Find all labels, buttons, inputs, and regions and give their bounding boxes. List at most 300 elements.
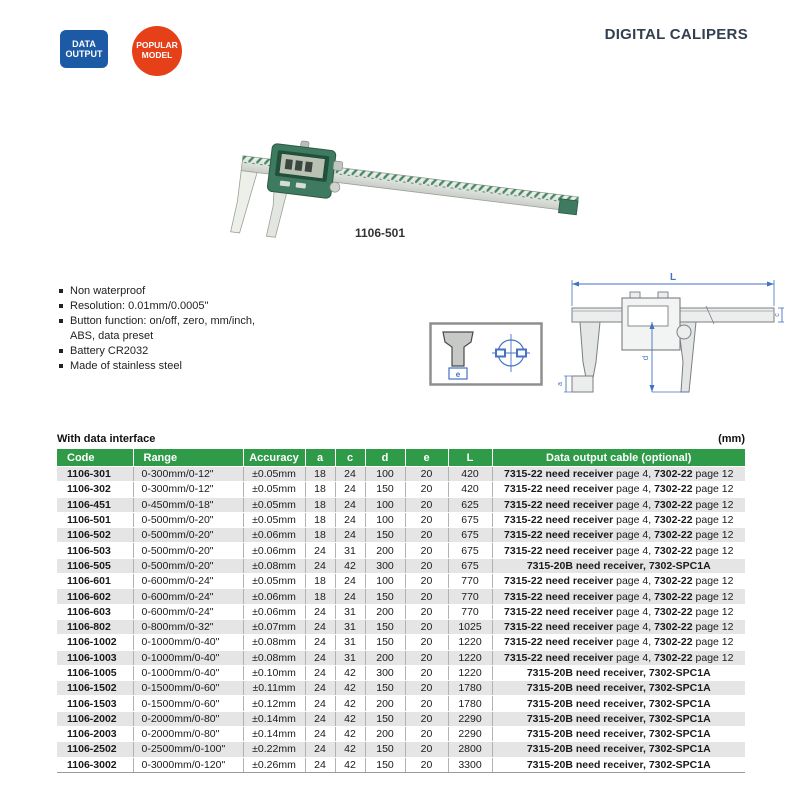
cell-L: 1780 bbox=[448, 696, 492, 711]
feature-item bbox=[59, 314, 269, 344]
cell-a: 18 bbox=[305, 482, 335, 497]
measuring-face-right bbox=[517, 350, 526, 357]
cell-e: 20 bbox=[405, 727, 448, 742]
cable-text-segment: page 12 bbox=[692, 636, 734, 649]
cable-text-segment: page 12 bbox=[692, 651, 734, 664]
cell-accuracy: ±0.05mm bbox=[243, 574, 305, 589]
cell-c: 24 bbox=[335, 467, 365, 482]
cell-range: 0-3000mm/0-120" bbox=[133, 757, 243, 772]
cell-L: 2800 bbox=[448, 742, 492, 757]
cell-accuracy: ±0.06mm bbox=[243, 543, 305, 558]
column-header-e: e bbox=[405, 449, 448, 467]
cell-range: 0-2000mm/0-80" bbox=[133, 727, 243, 742]
cross-section-svg bbox=[429, 322, 543, 386]
cell-e: 20 bbox=[405, 574, 448, 589]
cell-d: 150 bbox=[365, 528, 405, 543]
dim-arrow bbox=[767, 282, 774, 287]
feature-item bbox=[59, 359, 269, 374]
table-row bbox=[57, 482, 745, 497]
cell-e: 20 bbox=[405, 512, 448, 527]
cell-range: 0-2000mm/0-80" bbox=[133, 711, 243, 726]
cell-range: 0-600mm/0-24" bbox=[133, 604, 243, 619]
cell-a: 24 bbox=[305, 727, 335, 742]
cable-text-segment: 7315-22 need receiver bbox=[504, 575, 614, 588]
cell-d: 150 bbox=[365, 619, 405, 634]
cell-a: 24 bbox=[305, 650, 335, 665]
cable-text-segment: 7315-22 need receiver bbox=[504, 605, 614, 618]
table-row bbox=[57, 467, 745, 482]
feature-text: Resolution: 0.01mm/0.0005" bbox=[70, 300, 209, 312]
cell-code: 1106-1005 bbox=[57, 665, 133, 680]
cell-range: 0-600mm/0-24" bbox=[133, 574, 243, 589]
technical-drawing bbox=[556, 270, 786, 398]
cell-a: 24 bbox=[305, 696, 335, 711]
cell-code: 1106-802 bbox=[57, 619, 133, 634]
caliper-lock-screw bbox=[333, 161, 343, 171]
cell-accuracy: ±0.07mm bbox=[243, 619, 305, 634]
cell-data-output-cable bbox=[492, 482, 745, 497]
bullet-square-icon bbox=[59, 319, 63, 323]
dim-arrow bbox=[650, 385, 655, 392]
table-row bbox=[57, 619, 745, 634]
cable-text-segment: page 12 bbox=[692, 544, 734, 557]
cell-range: 0-500mm/0-20" bbox=[133, 543, 243, 558]
cell-L: 420 bbox=[448, 482, 492, 497]
cell-code: 1106-2502 bbox=[57, 742, 133, 757]
cell-range: 0-600mm/0-24" bbox=[133, 589, 243, 604]
page-title: DIGITAL CALIPERS bbox=[604, 26, 748, 43]
cell-c: 31 bbox=[335, 604, 365, 619]
cell-e: 20 bbox=[405, 650, 448, 665]
cell-accuracy: ±0.08mm bbox=[243, 650, 305, 665]
product-model-label: 1106-501 bbox=[354, 226, 406, 240]
unit-note: (mm) bbox=[718, 433, 745, 445]
cell-d: 150 bbox=[365, 482, 405, 497]
cell-d: 150 bbox=[365, 681, 405, 696]
bullet-square-icon bbox=[59, 364, 63, 368]
cell-data-output-cable bbox=[492, 528, 745, 543]
cable-text-segment: page 4, bbox=[613, 483, 655, 496]
cell-data-output-cable bbox=[492, 665, 745, 680]
cell-d: 300 bbox=[365, 558, 405, 573]
data-output-badge-label: DATA OUTPUT bbox=[65, 38, 103, 59]
table-row bbox=[57, 650, 745, 665]
cell-data-output-cable bbox=[492, 574, 745, 589]
cell-code: 1106-502 bbox=[57, 528, 133, 543]
cell-code: 1106-2002 bbox=[57, 711, 133, 726]
cable-text-segment: 7315-20B need receiver, 7302-SPC1A bbox=[526, 758, 711, 771]
cell-d: 200 bbox=[365, 543, 405, 558]
cell-data-output-cable bbox=[492, 711, 745, 726]
cable-text-segment: page 4, bbox=[613, 544, 655, 557]
cell-code: 1106-2003 bbox=[57, 727, 133, 742]
cell-e: 20 bbox=[405, 665, 448, 680]
table-row bbox=[57, 711, 745, 726]
cell-e: 20 bbox=[405, 619, 448, 634]
cell-c: 24 bbox=[335, 574, 365, 589]
cell-e: 20 bbox=[405, 558, 448, 573]
table-row bbox=[57, 589, 745, 604]
cell-L: 770 bbox=[448, 604, 492, 619]
cable-text-segment: page 12 bbox=[692, 514, 734, 527]
cable-text-segment: 7315-22 need receiver bbox=[504, 651, 614, 664]
cell-accuracy: ±0.11mm bbox=[243, 681, 305, 696]
cell-d: 200 bbox=[365, 604, 405, 619]
dim-label-a: a bbox=[557, 382, 564, 386]
cable-text-segment: 7302-22 bbox=[654, 590, 693, 603]
cable-text-segment: page 4, bbox=[613, 498, 655, 511]
drawing-lcd bbox=[628, 306, 668, 326]
cell-range: 0-300mm/0-12" bbox=[133, 467, 243, 482]
cable-text-segment: page 12 bbox=[692, 498, 734, 511]
cell-a: 24 bbox=[305, 757, 335, 772]
cell-code: 1106-451 bbox=[57, 497, 133, 512]
table-row bbox=[57, 528, 745, 543]
cell-e: 20 bbox=[405, 467, 448, 482]
popular-model-badge bbox=[132, 26, 182, 76]
feature-item bbox=[59, 344, 269, 359]
cell-d: 100 bbox=[365, 574, 405, 589]
cell-code: 1106-1503 bbox=[57, 696, 133, 711]
cell-d: 100 bbox=[365, 512, 405, 527]
cable-text-segment: 7315-22 need receiver bbox=[504, 514, 614, 527]
cell-accuracy: ±0.12mm bbox=[243, 696, 305, 711]
cable-text-segment: 7302-22 bbox=[654, 575, 693, 588]
feature-text: Non waterproof bbox=[70, 285, 146, 297]
cell-d: 300 bbox=[365, 665, 405, 680]
cell-L: 770 bbox=[448, 589, 492, 604]
cable-text-segment: 7302-22 bbox=[654, 514, 693, 527]
spec-table-header-row bbox=[57, 449, 745, 467]
cable-text-segment: 7315-22 need receiver bbox=[504, 498, 614, 511]
column-header-range: Range bbox=[133, 449, 243, 467]
cell-range: 0-1500mm/0-60" bbox=[133, 681, 243, 696]
cable-text-segment: 7315-22 need receiver bbox=[504, 483, 614, 496]
cell-data-output-cable bbox=[492, 543, 745, 558]
cell-range: 0-450mm/0-18" bbox=[133, 497, 243, 512]
dim-label-e: e bbox=[455, 370, 461, 379]
cell-range: 0-1000mm/0-40" bbox=[133, 665, 243, 680]
cell-accuracy: ±0.08mm bbox=[243, 635, 305, 650]
drawing-fixed-jaw bbox=[580, 322, 600, 378]
cell-data-output-cable bbox=[492, 619, 745, 634]
dim-label-c: c bbox=[774, 313, 781, 317]
cell-L: 1220 bbox=[448, 650, 492, 665]
cell-L: 3300 bbox=[448, 757, 492, 772]
feature-text: Battery CR2032 bbox=[70, 345, 149, 357]
cable-text-segment: 7315-22 need receiver bbox=[504, 621, 614, 634]
cell-accuracy: ±0.08mm bbox=[243, 558, 305, 573]
cell-e: 20 bbox=[405, 711, 448, 726]
cell-c: 31 bbox=[335, 619, 365, 634]
cell-c: 31 bbox=[335, 543, 365, 558]
cell-L: 675 bbox=[448, 512, 492, 527]
lcd-digit bbox=[285, 159, 293, 170]
cell-a: 24 bbox=[305, 558, 335, 573]
cable-text-segment: page 12 bbox=[692, 575, 734, 588]
cable-text-segment: 7315-22 need receiver bbox=[504, 468, 614, 481]
cell-a: 24 bbox=[305, 635, 335, 650]
table-row bbox=[57, 742, 745, 757]
cell-range: 0-500mm/0-20" bbox=[133, 512, 243, 527]
cell-e: 20 bbox=[405, 757, 448, 772]
cell-a: 18 bbox=[305, 528, 335, 543]
cell-L: 1220 bbox=[448, 665, 492, 680]
cell-L: 625 bbox=[448, 497, 492, 512]
cell-e: 20 bbox=[405, 604, 448, 619]
cell-a: 18 bbox=[305, 574, 335, 589]
feature-item bbox=[59, 284, 269, 299]
cell-range: 0-500mm/0-20" bbox=[133, 528, 243, 543]
cell-d: 100 bbox=[365, 497, 405, 512]
cell-code: 1106-302 bbox=[57, 482, 133, 497]
cell-a: 24 bbox=[305, 711, 335, 726]
table-row bbox=[57, 574, 745, 589]
column-header-c: c bbox=[335, 449, 365, 467]
cell-range: 0-500mm/0-20" bbox=[133, 558, 243, 573]
cell-data-output-cable bbox=[492, 604, 745, 619]
cable-text-segment: 7302-22 bbox=[654, 498, 693, 511]
cable-text-segment: 7315-20B need receiver, 7302-SPC1A bbox=[526, 697, 711, 710]
cell-accuracy: ±0.05mm bbox=[243, 482, 305, 497]
cell-range: 0-1000mm/0-40" bbox=[133, 635, 243, 650]
cell-accuracy: ±0.14mm bbox=[243, 711, 305, 726]
column-header-a: a bbox=[305, 449, 335, 467]
lcd-digit bbox=[295, 160, 303, 171]
cell-L: 420 bbox=[448, 467, 492, 482]
cable-text-segment: 7315-20B need receiver, 7302-SPC1A bbox=[526, 728, 711, 741]
cable-text-segment: 7315-20B need receiver, 7302-SPC1A bbox=[526, 743, 711, 756]
measuring-face-left bbox=[496, 350, 505, 357]
column-header-l: L bbox=[448, 449, 492, 467]
cable-text-segment: 7315-22 need receiver bbox=[504, 590, 614, 603]
cable-text-segment: page 12 bbox=[692, 483, 734, 496]
cell-range: 0-800mm/0-32" bbox=[133, 619, 243, 634]
cell-code: 1106-503 bbox=[57, 543, 133, 558]
cell-code: 1106-301 bbox=[57, 467, 133, 482]
cell-a: 24 bbox=[305, 619, 335, 634]
cable-text-segment: 7302-22 bbox=[654, 468, 693, 481]
table-row bbox=[57, 635, 745, 650]
cable-text-segment: 7315-20B need receiver, 7302-SPC1A bbox=[526, 667, 711, 679]
cell-a: 18 bbox=[305, 497, 335, 512]
cell-L: 675 bbox=[448, 528, 492, 543]
feature-list bbox=[59, 284, 269, 374]
cell-c: 31 bbox=[335, 635, 365, 650]
cell-data-output-cable bbox=[492, 497, 745, 512]
cell-code: 1106-603 bbox=[57, 604, 133, 619]
cable-text-segment: page 12 bbox=[692, 590, 734, 603]
feature-item bbox=[59, 299, 269, 314]
table-row bbox=[57, 512, 745, 527]
table-row bbox=[57, 543, 745, 558]
bullet-square-icon bbox=[59, 304, 63, 308]
cable-text-segment: page 12 bbox=[692, 621, 734, 634]
cell-c: 24 bbox=[335, 589, 365, 604]
cell-c: 42 bbox=[335, 558, 365, 573]
cell-accuracy: ±0.10mm bbox=[243, 665, 305, 680]
technical-drawing-svg bbox=[556, 270, 786, 398]
cell-c: 24 bbox=[335, 528, 365, 543]
cell-accuracy: ±0.05mm bbox=[243, 497, 305, 512]
cable-text-segment: 7302-22 bbox=[654, 621, 693, 634]
cell-e: 20 bbox=[405, 482, 448, 497]
cell-data-output-cable bbox=[492, 589, 745, 604]
cell-accuracy: ±0.14mm bbox=[243, 727, 305, 742]
cell-code: 1106-505 bbox=[57, 558, 133, 573]
cell-d: 150 bbox=[365, 711, 405, 726]
table-row bbox=[57, 681, 745, 696]
cell-L: 1780 bbox=[448, 681, 492, 696]
column-header-data-output-cable-optional: Data output cable (optional) bbox=[492, 449, 745, 467]
cell-L: 1220 bbox=[448, 635, 492, 650]
cell-data-output-cable bbox=[492, 650, 745, 665]
spec-table bbox=[57, 449, 745, 773]
cable-text-segment: 7315-22 need receiver bbox=[504, 636, 614, 649]
cell-a: 24 bbox=[305, 742, 335, 757]
cell-code: 1106-1003 bbox=[57, 650, 133, 665]
cell-data-output-cable bbox=[492, 742, 745, 757]
column-header-code: Code bbox=[57, 449, 133, 467]
cell-L: 675 bbox=[448, 558, 492, 573]
cable-text-segment: page 4, bbox=[613, 468, 655, 481]
bullet-square-icon bbox=[59, 289, 63, 293]
cell-a: 24 bbox=[305, 681, 335, 696]
cable-text-segment: 7315-20B need receiver, 7302-SPC1A bbox=[526, 559, 711, 572]
cell-c: 42 bbox=[335, 711, 365, 726]
cell-c: 24 bbox=[335, 482, 365, 497]
cell-d: 200 bbox=[365, 696, 405, 711]
cable-text-segment: page 12 bbox=[692, 605, 734, 618]
cable-text-segment: page 12 bbox=[692, 468, 734, 481]
cable-text-segment: 7302-22 bbox=[654, 529, 693, 542]
table-row bbox=[57, 558, 745, 573]
cell-e: 20 bbox=[405, 589, 448, 604]
cell-c: 42 bbox=[335, 757, 365, 772]
cell-e: 20 bbox=[405, 681, 448, 696]
cable-text-segment: page 4, bbox=[613, 590, 655, 603]
cross-section-diagram bbox=[429, 322, 543, 386]
cell-d: 150 bbox=[365, 757, 405, 772]
cell-code: 1106-601 bbox=[57, 574, 133, 589]
cell-accuracy: ±0.06mm bbox=[243, 604, 305, 619]
table-row bbox=[57, 497, 745, 512]
drawing-jaw-foot bbox=[572, 376, 593, 392]
cell-e: 20 bbox=[405, 497, 448, 512]
cell-e: 20 bbox=[405, 635, 448, 650]
cell-c: 31 bbox=[335, 650, 365, 665]
table-row bbox=[57, 665, 745, 680]
popular-model-badge-label: POPULAR MODEL bbox=[136, 40, 178, 60]
cell-d: 200 bbox=[365, 650, 405, 665]
cable-text-segment: page 12 bbox=[692, 529, 734, 542]
cell-data-output-cable bbox=[492, 467, 745, 482]
drawing-thumb-wheel bbox=[677, 325, 691, 339]
cell-data-output-cable bbox=[492, 727, 745, 742]
cell-d: 100 bbox=[365, 467, 405, 482]
feature-text: Button function: on/off, zero, mm/inch, ABS, data preset bbox=[70, 315, 256, 342]
cable-text-segment: 7302-22 bbox=[654, 544, 693, 557]
cell-e: 20 bbox=[405, 742, 448, 757]
cable-text-segment: 7302-22 bbox=[654, 651, 693, 664]
cell-code: 1106-3002 bbox=[57, 757, 133, 772]
spec-table-body bbox=[57, 467, 745, 773]
cell-a: 24 bbox=[305, 604, 335, 619]
cell-c: 42 bbox=[335, 665, 365, 680]
cell-L: 1025 bbox=[448, 619, 492, 634]
cell-c: 24 bbox=[335, 512, 365, 527]
cell-data-output-cable bbox=[492, 681, 745, 696]
cell-code: 1106-602 bbox=[57, 589, 133, 604]
cell-accuracy: ±0.05mm bbox=[243, 512, 305, 527]
cable-text-segment: 7302-22 bbox=[654, 636, 693, 649]
cell-a: 18 bbox=[305, 589, 335, 604]
cell-e: 20 bbox=[405, 696, 448, 711]
cell-code: 1106-1002 bbox=[57, 635, 133, 650]
cable-text-segment: page 4, bbox=[613, 529, 655, 542]
dim-arrow bbox=[572, 282, 579, 287]
cable-text-segment: page 4, bbox=[613, 651, 655, 664]
cell-a: 18 bbox=[305, 467, 335, 482]
cell-L: 770 bbox=[448, 574, 492, 589]
cell-L: 2290 bbox=[448, 711, 492, 726]
cable-text-segment: page 4, bbox=[613, 636, 655, 649]
cable-text-segment: 7315-20B need receiver, 7302-SPC1A bbox=[526, 682, 711, 695]
cell-d: 150 bbox=[365, 742, 405, 757]
section-label: With data interface bbox=[57, 433, 156, 445]
bullet-square-icon bbox=[59, 349, 63, 353]
cell-range: 0-1000mm/0-40" bbox=[133, 650, 243, 665]
cell-c: 42 bbox=[335, 727, 365, 742]
cell-d: 150 bbox=[365, 589, 405, 604]
column-header-d: d bbox=[365, 449, 405, 467]
table-row bbox=[57, 757, 745, 772]
cell-accuracy: ±0.06mm bbox=[243, 528, 305, 543]
cell-d: 200 bbox=[365, 727, 405, 742]
cell-a: 24 bbox=[305, 543, 335, 558]
cell-code: 1106-501 bbox=[57, 512, 133, 527]
cell-accuracy: ±0.22mm bbox=[243, 742, 305, 757]
table-row bbox=[57, 604, 745, 619]
cell-c: 42 bbox=[335, 696, 365, 711]
cell-code: 1106-1502 bbox=[57, 681, 133, 696]
cell-d: 150 bbox=[365, 635, 405, 650]
cell-data-output-cable bbox=[492, 512, 745, 527]
cable-text-segment: 7302-22 bbox=[654, 483, 693, 496]
cell-L: 675 bbox=[448, 543, 492, 558]
cable-text-segment: page 4, bbox=[613, 605, 655, 618]
cell-a: 24 bbox=[305, 665, 335, 680]
cell-e: 20 bbox=[405, 543, 448, 558]
cable-text-segment: 7315-22 need receiver bbox=[504, 529, 614, 542]
cable-text-segment: page 4, bbox=[613, 575, 655, 588]
feature-text: Made of stainless steel bbox=[70, 360, 182, 372]
cell-c: 24 bbox=[335, 497, 365, 512]
cable-text-segment: 7302-22 bbox=[654, 605, 693, 618]
data-output-badge bbox=[60, 30, 108, 68]
cable-text-segment: 7315-20B need receiver, 7302-SPC1A bbox=[526, 712, 711, 725]
cell-L: 2290 bbox=[448, 727, 492, 742]
cell-e: 20 bbox=[405, 528, 448, 543]
cell-accuracy: ±0.26mm bbox=[243, 757, 305, 772]
dim-label-d: d bbox=[641, 355, 650, 361]
dim-label-L: L bbox=[669, 272, 677, 283]
cell-c: 42 bbox=[335, 742, 365, 757]
cell-a: 18 bbox=[305, 512, 335, 527]
cell-accuracy: ±0.06mm bbox=[243, 589, 305, 604]
cable-text-segment: page 4, bbox=[613, 621, 655, 634]
cell-data-output-cable bbox=[492, 757, 745, 772]
